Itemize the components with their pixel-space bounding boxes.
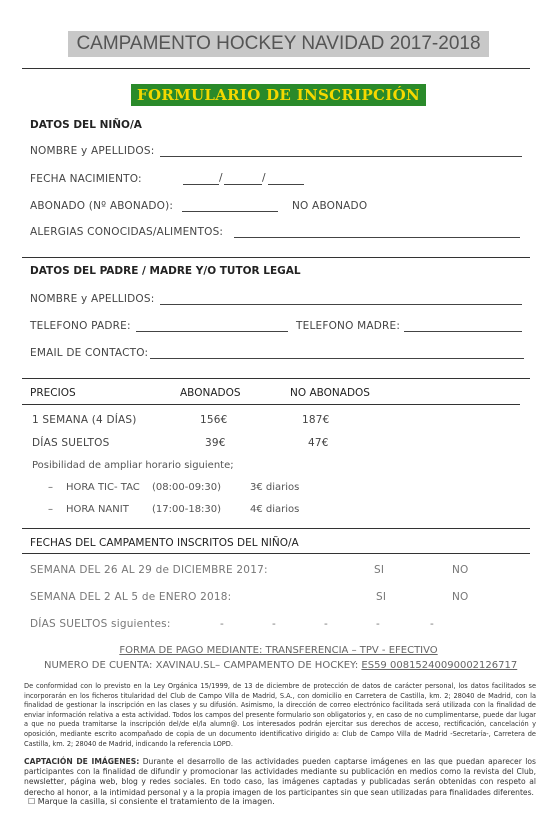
price-row-non-member: 47€ (308, 437, 329, 449)
loose-days-label: DÍAS SUELTOS siguientes: (30, 618, 171, 630)
member-number-field[interactable] (182, 211, 278, 212)
extension-bullet: – (48, 504, 53, 515)
loose-day-field[interactable]: - (324, 618, 328, 630)
account-prefix: NUMERO DE CUENTA: XAVINAU.SL– CAMPAMENTO DE HOCKEY: (44, 660, 359, 671)
week-yes-option[interactable]: SI (376, 591, 387, 603)
divider (22, 378, 530, 379)
child-name-field[interactable] (160, 156, 522, 157)
parent-section-title: DATOS DEL PADRE / MADRE Y/O TUTOR LEGAL (30, 265, 301, 277)
week-row-label: SEMANA DEL 2 AL 5 de ENERO 2018: (30, 591, 232, 603)
week-no-option[interactable]: NO (452, 591, 469, 603)
form-title (0, 84, 557, 106)
image-consent-row (28, 797, 275, 806)
account-line (44, 660, 517, 671)
birth-separator: / (262, 172, 266, 184)
mother-phone-field[interactable] (404, 331, 522, 332)
loose-day-field[interactable]: - (220, 618, 224, 630)
father-phone-field[interactable] (136, 331, 288, 332)
parent-name-field[interactable] (160, 304, 522, 305)
page-title (0, 31, 557, 57)
birth-day-field[interactable] (183, 184, 219, 185)
birth-date-label: FECHA NACIMIENTO: (30, 173, 142, 185)
not-member-option[interactable]: NO ABONADO (292, 200, 368, 212)
payment-method: FORMA DE PAGO MEDIANTE: TRANSFERENCIA – TPV - EFECTIVO (119, 645, 438, 656)
extension-time: (17:00-18:30) (152, 504, 222, 515)
divider (22, 257, 530, 258)
extension-time: (08:00-09:30) (152, 482, 222, 493)
prices-header: PRECIOS (30, 387, 76, 399)
divider (22, 404, 520, 405)
divider (22, 528, 530, 529)
child-section-title: DATOS DEL NIÑO/A (30, 119, 142, 131)
loose-day-field[interactable]: - (430, 618, 434, 630)
allergies-field[interactable] (234, 237, 520, 238)
account-number: ES59 00815240090002126717 (361, 660, 518, 671)
page-title-text: CAMPAMENTO HOCKEY NAVIDAD 2017-2018 (68, 31, 488, 57)
image-consent-title: CAPTACIÓN DE IMÁGENES: (24, 757, 140, 766)
father-phone-label: TELEFONO PADRE: (30, 320, 131, 332)
form-title-text: FORMULARIO DE INSCRIPCIÓN (131, 84, 426, 106)
loose-day-field[interactable]: - (376, 618, 380, 630)
dates-section-title: FECHAS DEL CAMPAMENTO INSCRITOS DEL NIÑO/A (30, 537, 299, 549)
image-consent-notice (24, 757, 536, 798)
price-row-member: 39€ (205, 437, 226, 449)
week-no-option[interactable]: NO (452, 564, 469, 576)
birth-year-field[interactable] (268, 184, 304, 185)
extension-bullet: – (48, 482, 53, 493)
week-row-label: SEMANA DEL 26 AL 29 de DICIEMBRE 2017: (30, 564, 268, 576)
price-row-member: 156€ (200, 414, 228, 426)
extension-price: 4€ diarios (250, 504, 300, 515)
prices-header-non-members: NO ABONADOS (290, 387, 370, 399)
extension-price: 3€ diarios (250, 482, 300, 493)
extension-label: HORA TIC- TAC (66, 482, 140, 493)
birth-separator: / (219, 172, 223, 184)
mother-phone-label: TELEFONO MADRE: (296, 320, 401, 332)
privacy-notice: De conformidad con lo previsto en la Ley Orgánica 15/1999, de 13 de diciembre de protección de datos de carácter personal, los datos facilitados se incorporarán en los ficheros titularidad del Club de Campo Villa de Madrid, S.A., con domicilio en Carretera de Castilla, km. 2; 28040 de Madrid, con la finalidad de gestionar la inscripción en las clases y su difusión. Asimismo, la dirección de correo electrónico facilitada será utilizada con la finalidad de enviar información relativa a esta actividad. Todos los campos del presente formulario son obligatorios y, en caso de no cumplimentarse, puede dar lugar a que no pueda tramitarse la inscripción del/de el/la alumn@. Los interesados podrán ejercitar sus derechos de acceso, rectificación, cancelación y oposición, mediante escrito acompañado de copia de un documento identificativo dirigido a: Club de Campo Villa de Madrid -Secretaría-, Carretera de Castilla, km. 2; 28040 de Madrid, indicando la referencia LOPD. (24, 682, 536, 748)
email-label: EMAIL DE CONTACTO: (30, 347, 149, 359)
prices-header-members: ABONADOS (180, 387, 241, 399)
price-row-label: 1 SEMANA (4 DÍAS) (32, 414, 137, 426)
extension-label: HORA NANIT (66, 504, 129, 515)
extension-note: Posibilidad de ampliar horario siguiente; (32, 460, 234, 471)
allergies-label: ALERGIAS CONOCIDAS/ALIMENTOS: (30, 226, 224, 238)
child-name-label: NOMBRE y APELLIDOS: (30, 145, 155, 157)
loose-day-field[interactable]: - (272, 618, 276, 630)
divider (22, 553, 530, 554)
image-consent-checkbox-label: Marque la casilla, si consiente el tratamiento de la imagen. (37, 797, 275, 806)
parent-name-label: NOMBRE y APELLIDOS: (30, 293, 155, 305)
divider (22, 68, 530, 69)
email-field[interactable] (150, 358, 524, 359)
week-yes-option[interactable]: SI (374, 564, 385, 576)
birth-month-field[interactable] (224, 184, 262, 185)
image-consent-text: Durante el desarrollo de las actividades pueden captarse imágenes en las que puedan aparecer los participantes con la finalidad de difundir y promocionar las actividades mediante su publicación en medios como la revista del Club, newsletter, página web, blog y redes sociales. En todo caso, las imágenes captadas y publicadas serán obtenidas con respeto al derecho al honor, a la intimidad personal y a la propia imagen de los participantes sin que sean utilizadas para finalidades diferentes. (24, 757, 537, 797)
price-row-non-member: 187€ (302, 414, 330, 426)
member-number-label: ABONADO (Nº ABONADO): (30, 200, 174, 212)
price-row-label: DÍAS SUELTOS (32, 437, 110, 449)
checkbox-icon[interactable]: ☐ (28, 797, 36, 806)
